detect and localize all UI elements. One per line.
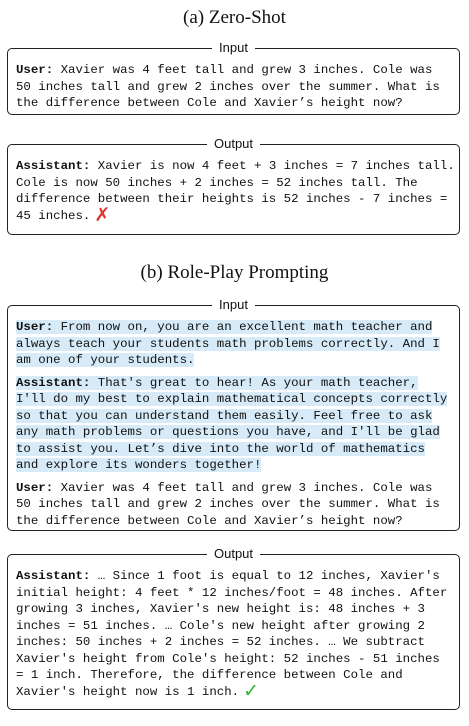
zero-shot-output-line-3: difference between their heights is 52 inches - 7 inches = xyxy=(16,192,448,206)
role-play-turn-1-line-1: From now on, you are an excellent math teacher and xyxy=(53,320,433,334)
role-play-turn-2 xyxy=(16,375,459,474)
role-play-output-line-4: inches = 51 inches. … Cole's new height after growing 2 xyxy=(16,618,425,633)
cross-mark-icon: ✗ xyxy=(94,203,111,226)
role-play-title: (b) Role-Play Prompting xyxy=(140,262,329,283)
zero-shot-input-text xyxy=(16,62,459,112)
role-play-turn-1-speaker: User: xyxy=(16,320,54,334)
zero-shot-input-speaker: User: xyxy=(16,63,54,77)
check-mark-icon: ✓ xyxy=(243,679,259,702)
role-play-turn-1-line-3: am one of your students. xyxy=(16,353,195,367)
role-play-turn-3-line-3: the difference between Cole and Xavier’s height now? xyxy=(16,513,403,528)
zero-shot-input-line-1: Xavier was 4 feet tall and grew 3 inches. Cole was xyxy=(53,63,433,77)
role-play-output-line-1: … Since 1 foot is equal to 12 inches, Xavier's xyxy=(90,569,440,583)
zero-shot-output-speaker: Assistant: xyxy=(16,159,91,173)
role-play-output-line-5: inches: 50 inches + 2 inches = 52 inches. … We subtract xyxy=(16,635,425,649)
role-play-turn-3 xyxy=(16,480,459,530)
role-play-turn-2-line-5: to assist you. Let’s dive into the world of mathematics xyxy=(16,441,425,456)
role-play-turn-2-line-1: That's great to hear! As your math teacher, xyxy=(90,375,418,390)
role-play-turn-1-highlight xyxy=(16,320,440,367)
zero-shot-input-line-3: the difference between Cole and Xavier’s height now? xyxy=(16,96,403,110)
zero-shot-output-text xyxy=(16,158,459,224)
role-play-input-label: Input xyxy=(212,297,255,312)
role-play-turn-3-speaker: User: xyxy=(16,480,54,495)
role-play-output-line-8: Xavier's height now is 1 inch. xyxy=(16,684,240,699)
zero-shot-input-label: Input xyxy=(212,40,255,55)
role-play-turn-2-line-6: and explore its wonders together! xyxy=(16,458,262,472)
role-play-output-text xyxy=(16,568,459,700)
role-play-turn-2-line-2: I'll do my best to explain mathematical concepts correctly xyxy=(16,392,448,406)
role-play-output-label: Output xyxy=(207,546,260,561)
role-play-output-box xyxy=(7,546,460,710)
role-play-turn-2-line-4: any math problems or questions you have, and I'll be glad xyxy=(16,425,440,439)
zero-shot-input-box xyxy=(7,40,460,115)
role-play-turn-3-line-1: Xavier was 4 feet tall and grew 3 inches. Cole was xyxy=(53,480,433,495)
role-play-output-line-2: initial height: 4 feet * 12 inches/foot = 48 inches. After xyxy=(16,585,448,600)
role-play-input-box xyxy=(7,297,460,531)
zero-shot-input-line-2: 50 inches tall and grew 2 inches over the summer. What is xyxy=(16,79,440,94)
role-play-turn-2-line-3: so that you can understand them easily. Feel free to ask xyxy=(16,408,433,423)
role-play-turn-2-highlight xyxy=(16,376,447,473)
role-play-output-line-6: Xavier's height from Cole's height: 52 inches - 51 inches xyxy=(16,651,440,666)
zero-shot-output-label: Output xyxy=(207,136,260,151)
zero-shot-output-line-1: Xavier is now 4 feet + 3 inches = 7 inches tall. xyxy=(90,159,455,173)
role-play-turn-1-line-2: always teach your students math problems correctly. And I xyxy=(16,336,440,351)
role-play-turn-3-line-2: 50 inches tall and grew 2 inches over the summer. What is xyxy=(16,497,440,511)
zero-shot-output-line-2: Cole is now 50 inches + 2 inches = 52 inches tall. The xyxy=(16,175,418,190)
role-play-turn-1 xyxy=(16,319,459,369)
role-play-output-line-3: growing 3 inches, Xavier's new height is: 48 inches + 3 xyxy=(16,602,425,616)
zero-shot-output-box xyxy=(7,136,460,235)
role-play-output-line-7: = 1 inch. Therefore, the difference between Cole and xyxy=(16,668,403,682)
role-play-output-speaker: Assistant: xyxy=(16,569,91,583)
role-play-turn-2-speaker: Assistant: xyxy=(16,375,91,390)
zero-shot-output-line-4: 45 inches. xyxy=(16,208,91,223)
zero-shot-title: (a) Zero-Shot xyxy=(183,7,286,28)
